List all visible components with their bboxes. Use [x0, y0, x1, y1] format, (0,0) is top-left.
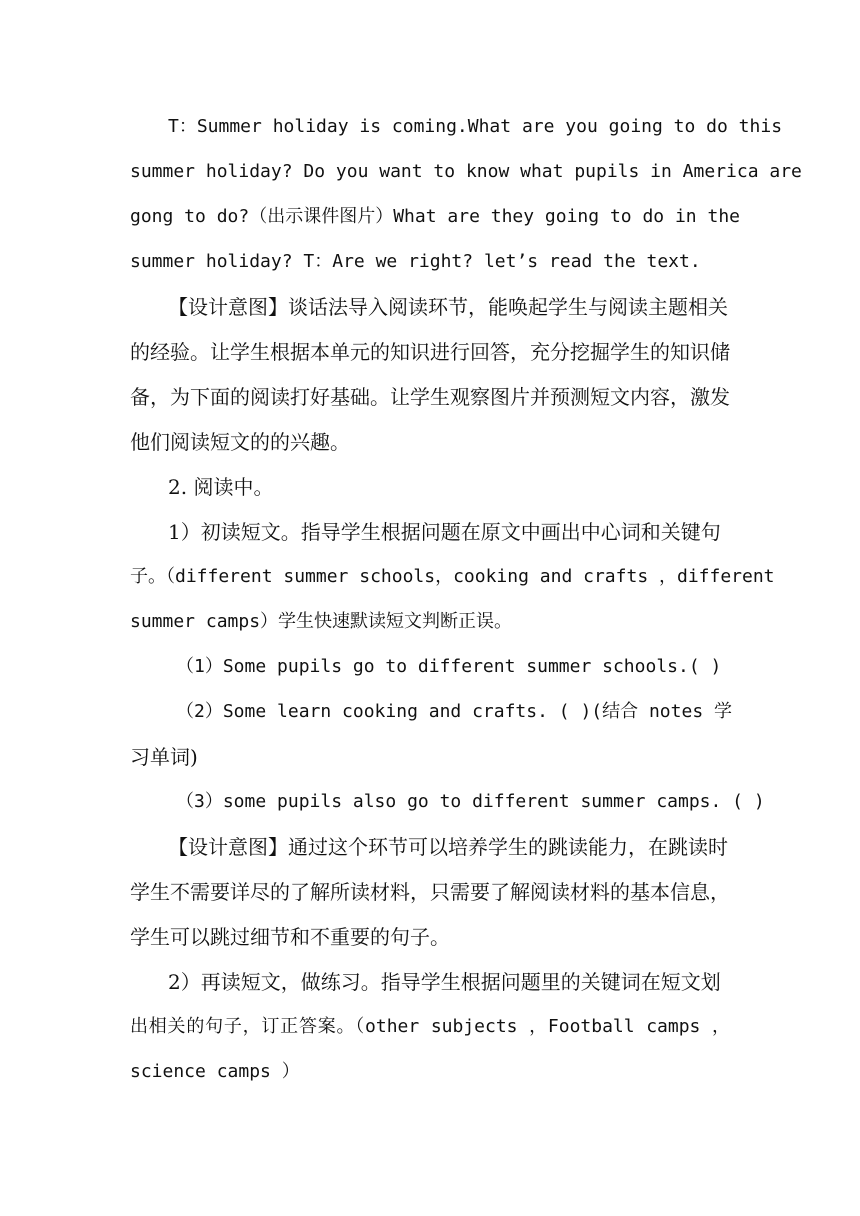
exercise-item-3: （3）some pupils also go to different summer camps. ( ) — [176, 791, 765, 812]
paragraph-line: 备，为下面的阅读打好基础。让学生观察图片并预测短文内容，激发 — [130, 385, 730, 409]
paragraph-line: 他们阅读短文的的兴趣。 — [130, 430, 350, 454]
paragraph-line: 学生可以跳过细节和不重要的句子。 — [130, 925, 450, 949]
design-intent-line: 【设计意图】谈话法导入阅读环节，能唤起学生与阅读主题相关 — [168, 295, 728, 319]
section-heading: 2. 阅读中。 — [168, 475, 274, 499]
paragraph-line: 的经验。让学生根据本单元的知识进行回答，充分挖掘学生的知识储 — [130, 340, 730, 364]
paragraph-line: 出相关的句子，订正答案。（other subjects ，Football camps ， — [130, 1016, 730, 1037]
paragraph-line: summer camps）学生快速默读短文判断正误。 — [130, 611, 513, 632]
paragraph-line: T：Summer holiday is coming.What are you going to do this — [168, 116, 783, 137]
paragraph-line: 2）再读短文，做练习。指导学生根据问题里的关键词在短文划 — [168, 970, 721, 994]
paragraph-line: gong to do?（出示课件图片）What are they going to do in the — [130, 206, 740, 227]
paragraph-line: 1）初读短文。指导学生根据问题在原文中画出中心词和关键句 — [168, 520, 721, 544]
exercise-item-1: （1）Some pupils go to different summer schools.( ) — [176, 656, 722, 677]
exercise-item-2: （2）Some learn cooking and crafts. ( )(结合 notes 学 — [176, 701, 732, 722]
paragraph-line: science camps ） — [130, 1061, 300, 1082]
paragraph-line: summer holiday? Do you want to know what pupils in America are — [130, 161, 802, 182]
paragraph-line: 学生不需要详尽的了解所读材料，只需要了解阅读材料的基本信息， — [130, 880, 730, 904]
design-intent-line: 【设计意图】通过这个环节可以培养学生的跳读能力，在跳读时 — [168, 835, 728, 859]
paragraph-line: 习单词) — [130, 745, 198, 769]
paragraph-line: 子。（different summer schools，cooking and crafts ，different — [130, 566, 775, 587]
paragraph-line: summer holiday? T：Are we right? let’s read the text. — [130, 251, 701, 272]
